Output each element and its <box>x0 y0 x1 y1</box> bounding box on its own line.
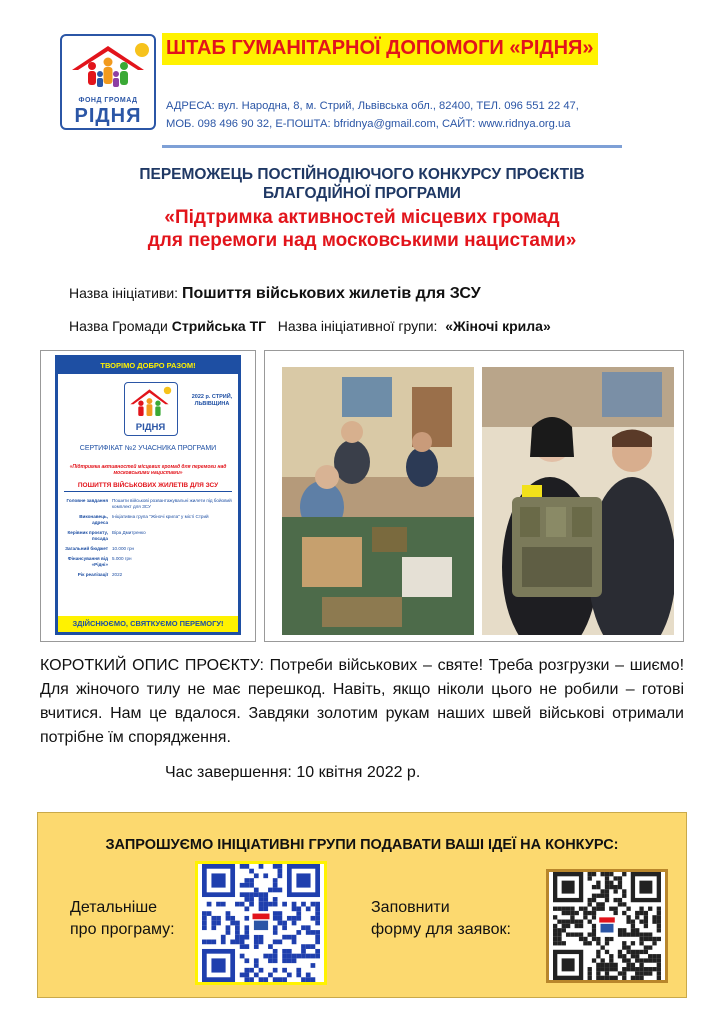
certificate-image <box>40 350 256 642</box>
svg-text:РІДНЯ: РІДНЯ <box>135 421 166 433</box>
certificate-row-key: Рік реалізації <box>77 572 108 577</box>
community-line <box>69 318 551 334</box>
program-info-label-1: Детальніше <box>70 899 158 916</box>
heading-program-name-1: «Підтримка активностей місцевих громад <box>164 207 560 228</box>
group-label: Назва ініціативної групи: <box>277 318 438 334</box>
invitation-title: ЗАПРОШУЄМО ІНІЦІАТИВНІ ГРУПИ ПОДАВАТИ ВАШІ ІДЕЇ НА КОНКУРС: <box>105 837 619 853</box>
application-form-label-1: Заповнити <box>371 899 450 916</box>
group-value: «Жіночі крила» <box>445 318 551 334</box>
heading-winner: ПЕРЕМОЖЕЦЬ ПОСТІЙНОДІЮЧОГО КОНКУРСУ ПРОЄКТІВ <box>139 166 585 183</box>
certificate-title: СЕРТИФІКАТ №2 УЧАСНИКА ПРОГРАМИ <box>79 445 217 452</box>
certificate-row <box>64 546 232 552</box>
heading-program-name-2: для перемоги над московськими нацистами» <box>147 230 577 251</box>
certificate-row <box>64 514 232 526</box>
initiative-name-label: Назва ініціативи: <box>69 285 179 301</box>
certificate-row-value: 10.000 грн <box>112 546 135 551</box>
community-label: Назва Громади <box>69 318 168 334</box>
certificate-row-key: Загальний бюджет <box>65 546 108 551</box>
contacts-block <box>166 97 626 133</box>
certificate-row <box>64 556 232 568</box>
certificate-row-value: Пошити військові розвантажувальні жилети під бойовий комплект для ЗСУ <box>112 498 232 509</box>
organization-title: ШТАБ ГУМАНІТАРНОЇ ДОПОМОГИ «РІДНЯ» <box>162 33 598 65</box>
organization-logo <box>60 34 156 130</box>
project-description <box>40 654 684 750</box>
application-qr-code[interactable] <box>546 869 668 983</box>
logo-small-text: ФОНД ГРОМАД <box>78 97 138 104</box>
certificate-project: ПОШИТТЯ ВІЙСЬКОВИХ ЖИЛЕТІВ ДЛЯ ЗСУ <box>64 482 232 492</box>
certificate-rows <box>64 498 232 582</box>
certificate-row <box>64 498 232 510</box>
certificate-row <box>64 530 232 542</box>
photo-vest-presentation <box>482 367 674 635</box>
program-qr-code[interactable] <box>195 861 327 985</box>
photo-sewing-workshop <box>282 367 474 635</box>
program-info-label <box>70 897 175 941</box>
description-label: КОРОТКИЙ ОПИС ПРОЄКТУ: <box>40 657 264 674</box>
header-divider <box>162 145 622 148</box>
logo-big-text: РІДНЯ <box>74 105 142 127</box>
certificate-program: «Підтримка активностей місцевих громад для перемоги над московськими нацистами» <box>69 464 227 476</box>
certificate-row-value: Віра Дмитренко <box>112 530 146 535</box>
contacts-line-address: АДРЕСА: вул. Народна, 8, м. Стрий, Львівська обл., 82400, ТЕЛ. 096 551 22 47, <box>166 100 579 112</box>
initiative-name-line <box>69 285 481 303</box>
certificate-year-place: 2022 р. СТРИЙ, ЛЬВІВЩИНА <box>191 394 233 407</box>
application-form-label-2: форму для заявок: <box>371 921 511 938</box>
initiative-name-value: Пошиття військових жилетів для ЗСУ <box>181 285 481 302</box>
invitation-panel <box>37 812 687 998</box>
community-value: Стрийська ТГ <box>171 318 267 334</box>
vest-photo-image <box>482 367 674 635</box>
certificate-row <box>64 572 232 578</box>
qr-code-icon <box>549 872 665 980</box>
certificate-row-key: Головне завдання <box>66 498 108 503</box>
certificate-top-band: ТВОРІМО ДОБРО РАЗОМ! <box>58 358 238 374</box>
certificate-row-value: 2022 <box>112 572 123 577</box>
certificate-bottom-band: ЗДІЙСНЮЄМО, СВЯТКУЄМО ПЕРЕМОГУ! <box>58 616 238 632</box>
certificate-row-key: Виконавець, адреса <box>79 514 108 525</box>
qr-code-icon <box>198 864 324 982</box>
photos-frame <box>264 350 684 642</box>
certificate-row-value: Ініціативна група "Жіночі крила" у місті Стрий <box>112 514 209 519</box>
certificate-row-key: Керівник проєкту, посада <box>67 530 108 541</box>
certificate-logo-icon <box>125 383 176 434</box>
workshop-photo-image <box>282 367 474 635</box>
heading-program: БЛАГОДІЙНОЇ ПРОГРАМИ <box>263 185 461 202</box>
contacts-line-email[interactable]: МОБ. 098 496 90 32, Е-ПОШТА: bfridnya@gmail.com, САЙТ: www.ridnya.org.ua <box>166 118 571 130</box>
certificate-row-key: Фінансування від «Рідні» <box>67 556 108 567</box>
application-form-label <box>371 897 511 941</box>
certificate-row-value: 5.000 грн <box>112 556 132 561</box>
program-info-label-2: про програму: <box>70 921 175 938</box>
completion-date: Час завершення: 10 квітня 2022 р. <box>165 764 421 781</box>
certificate-sheet <box>55 355 241 635</box>
certificate-logo <box>124 382 178 436</box>
description-text: Потреби військових – святе! Треба розгрузки – шиємо! Для жіночого тилу не має перешкод. Навіть, якщо ніколи цього не робили – готові вчитися. Нам це вдалося. Завдяки золотим рукам наших швей військові отримали потрібне їм спорядження. <box>40 657 685 746</box>
